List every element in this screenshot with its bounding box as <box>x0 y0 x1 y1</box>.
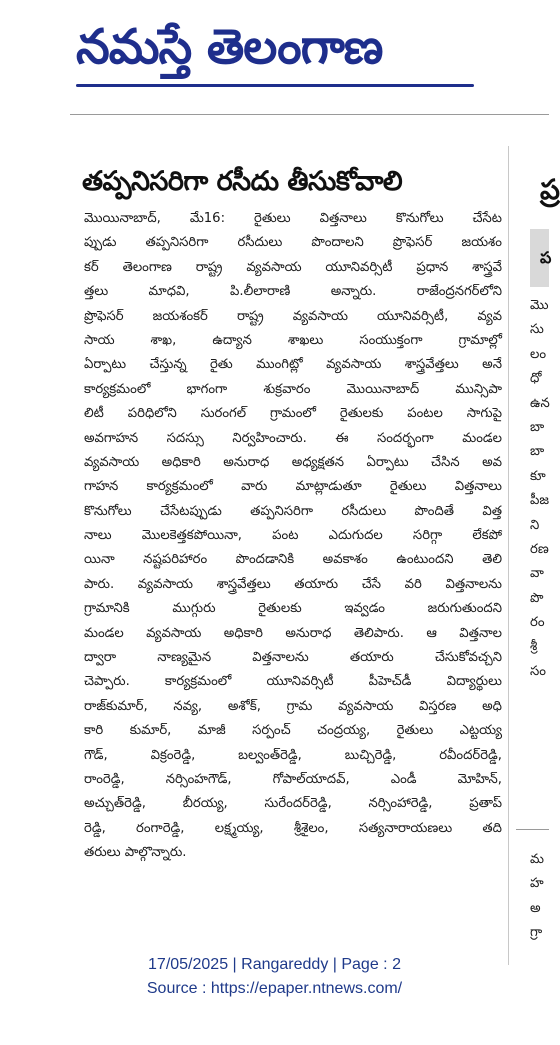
newspaper-logo: నమస్తే తెలంగాణ <box>76 19 383 75</box>
masthead <box>0 0 549 96</box>
neighbor-divider <box>516 829 549 830</box>
neighbor-line-fragment: ఉన <box>530 395 550 411</box>
neighbor-line-fragment: ధో <box>530 371 542 387</box>
neighbor-line-fragment: పొ <box>530 590 544 606</box>
article-line: తరులు పాల్గొన్నారు. <box>84 845 187 861</box>
article-line: కర్ తెలంగాణ రాష్ట్ర వ్యవసాయ యూనివర్సిటీ ప్రధాన శాస్త్రవే <box>84 259 502 275</box>
article-line: కారి కుమార్, మాజీ సర్పంచ్ చంద్రయ్య, రైతులు ఎట్టయ్య <box>84 723 502 739</box>
article-line: రాంరెడ్డి, నర్సింహగౌడ్, గోపాల్‌యాదవ్, ఎండీ మోహిన్, <box>84 771 502 787</box>
neighbor-line-fragment: మ <box>530 852 544 867</box>
neighbor-line-fragment: శ్రీ <box>530 639 538 655</box>
neighbor-line-fragment: ని <box>530 517 540 533</box>
article-line: రెడ్డి, రంగారెడ్డి, లక్ష్మయ్య, శ్రీశైలం, సత్యనారాయణలు తది <box>84 820 502 836</box>
article-body <box>84 207 502 866</box>
article-headline: తప్పనిసరిగా రసీదు తీసుకోవాలి <box>82 166 403 197</box>
article-line: మొయినాబాద్, మే16: రైతులు విత్తనాలు కొనుగోలు చేసేట <box>84 211 502 226</box>
article-line: గౌడ్, విక్రంరెడ్డి, బల్వంత్‌రెడ్డి, బుచ్చిరెడ్డి, రవీందర్‌రెడ్డి, <box>84 747 502 763</box>
neighbor-line-fragment: లం <box>530 346 547 362</box>
neighbor-line-fragment: సు <box>530 322 544 338</box>
footer-source: Source : https://epaper.ntnews.com/ <box>146 980 403 997</box>
neighbor-line-fragment: అ <box>530 900 541 916</box>
article-line: ప్పుడు తప్పనిసరిగా రసీదులు పొందాలని ప్రొఫెసర్ జయశం <box>84 235 502 251</box>
page-footer <box>0 953 549 1001</box>
column-divider <box>508 146 509 965</box>
article-line: అవగాహన సదస్సు నిర్వహించారు. ఈ సందర్భంగా మండల <box>84 430 502 446</box>
neighbor-subhead-text: ప <box>540 248 552 267</box>
footer-date-edition: 17/05/2025 | Rangareddy | Page : 2 <box>148 956 401 973</box>
article-line: ప్రొఫెసర్ జయశంకర్ రాష్ట్ర వ్యవసాయ యూనివర్సిటీ, వ్యవ <box>84 308 502 324</box>
article-line: సాయ శాఖ, ఉద్యాన శాఖలు సంయుక్తంగా గ్రామాల్లో <box>84 332 502 348</box>
article-line: త్తలు మాధవి, పి.లీలారాణి అన్నారు. రాజేంద్రనగర్‌లోని <box>84 284 502 300</box>
neighbor-line-fragment: బా <box>530 419 545 435</box>
article-line: అచ్చుత్‌రెడ్డి, బీరయ్య, సురేందర్‌రెడ్డి, నర్సింహారెడ్డి, ప్రతాప్ <box>84 796 502 812</box>
article-line: లిటీ పరిధిలోని సురంగల్ గ్రామంలో రైతులకు పంటల సాగుపై <box>84 406 502 422</box>
neighbor-line-fragment: మొ <box>530 298 549 313</box>
article-line: కార్యక్రమంలో భాగంగా శుక్రవారం మొయినాబాద్ మున్సిపా <box>84 381 502 397</box>
article-line: వ్యవసాయ అధికారి అనురాధ అధ్యక్షతన ఏర్పాటు చేసిన అవ <box>84 454 502 470</box>
article-line: చెప్పారు. కార్యక్రమంలో యూనివర్సిటీ పీహెచ్‌డీ విద్యార్థులు <box>84 674 502 690</box>
article-line: యినా నష్టపరిహారం పొందడానికి అవకాశం ఉంటుందని తెలి <box>84 552 502 568</box>
neighbor-line-fragment: రణ <box>530 541 549 557</box>
neighbor-article-column <box>530 294 549 684</box>
neighbor-line-fragment: సం <box>530 663 546 679</box>
neighbor-line-fragment: గ్రా <box>530 925 543 941</box>
neighbor-line-fragment: బా <box>530 444 545 460</box>
top-divider <box>70 114 549 115</box>
article-line: ఏర్పాటు చేస్తున్న రైతు ముంగిట్లో వ్యవసాయ శాస్త్రవేత్తలు అనే <box>84 357 502 373</box>
neighbor-line-fragment: రం <box>530 615 545 631</box>
article-line: ద్వారా నాణ్యమైన విత్తనాలను తయారు చేసుకోవచ్చని <box>84 650 502 666</box>
article-line: నాలు మొలకెత్తకపోయినా, పంట ఎదుగుదల సరిగ్గా లేకపో <box>84 528 502 544</box>
neighbor-line-fragment: పీజ <box>530 493 550 509</box>
neighbor-line-fragment: కూ <box>530 468 546 484</box>
article-line: పారు. వ్యవసాయ శాస్త్రవేత్తలు తయారు చేసే వరి విత్తనాలను <box>84 576 502 592</box>
neighbor-line-fragment: హ <box>530 876 544 892</box>
article-line: మండల వ్యవసాయ అధికారి అనురాధ తెలిపారు. ఆ విత్తనాల <box>84 625 502 641</box>
article-line: గ్రామానికి ముగ్గురు రైతులకు ఇవ్వడం జరుగుతుందని <box>84 601 502 617</box>
neighbor-article-headline: ప్ర <box>540 173 560 206</box>
article-line: రాజ్‌కుమార్, నవ్య, అశోక్, గ్రామ వ్యవసాయ విస్తరణ అధి <box>84 698 502 714</box>
neighbor-line-fragment: వా <box>530 566 544 582</box>
logo-underline <box>76 84 474 87</box>
article-line: కొనుగోలు చేసేటప్పుడు తప్పనిసరిగా రసీదులు పొందితే విత్త <box>84 503 502 519</box>
article-line: గాహన కార్యక్రమంలో వారు మాట్లాడుతూ రైతులు విత్తనాలు <box>84 479 502 495</box>
neighbor-article-column-2 <box>530 848 549 946</box>
